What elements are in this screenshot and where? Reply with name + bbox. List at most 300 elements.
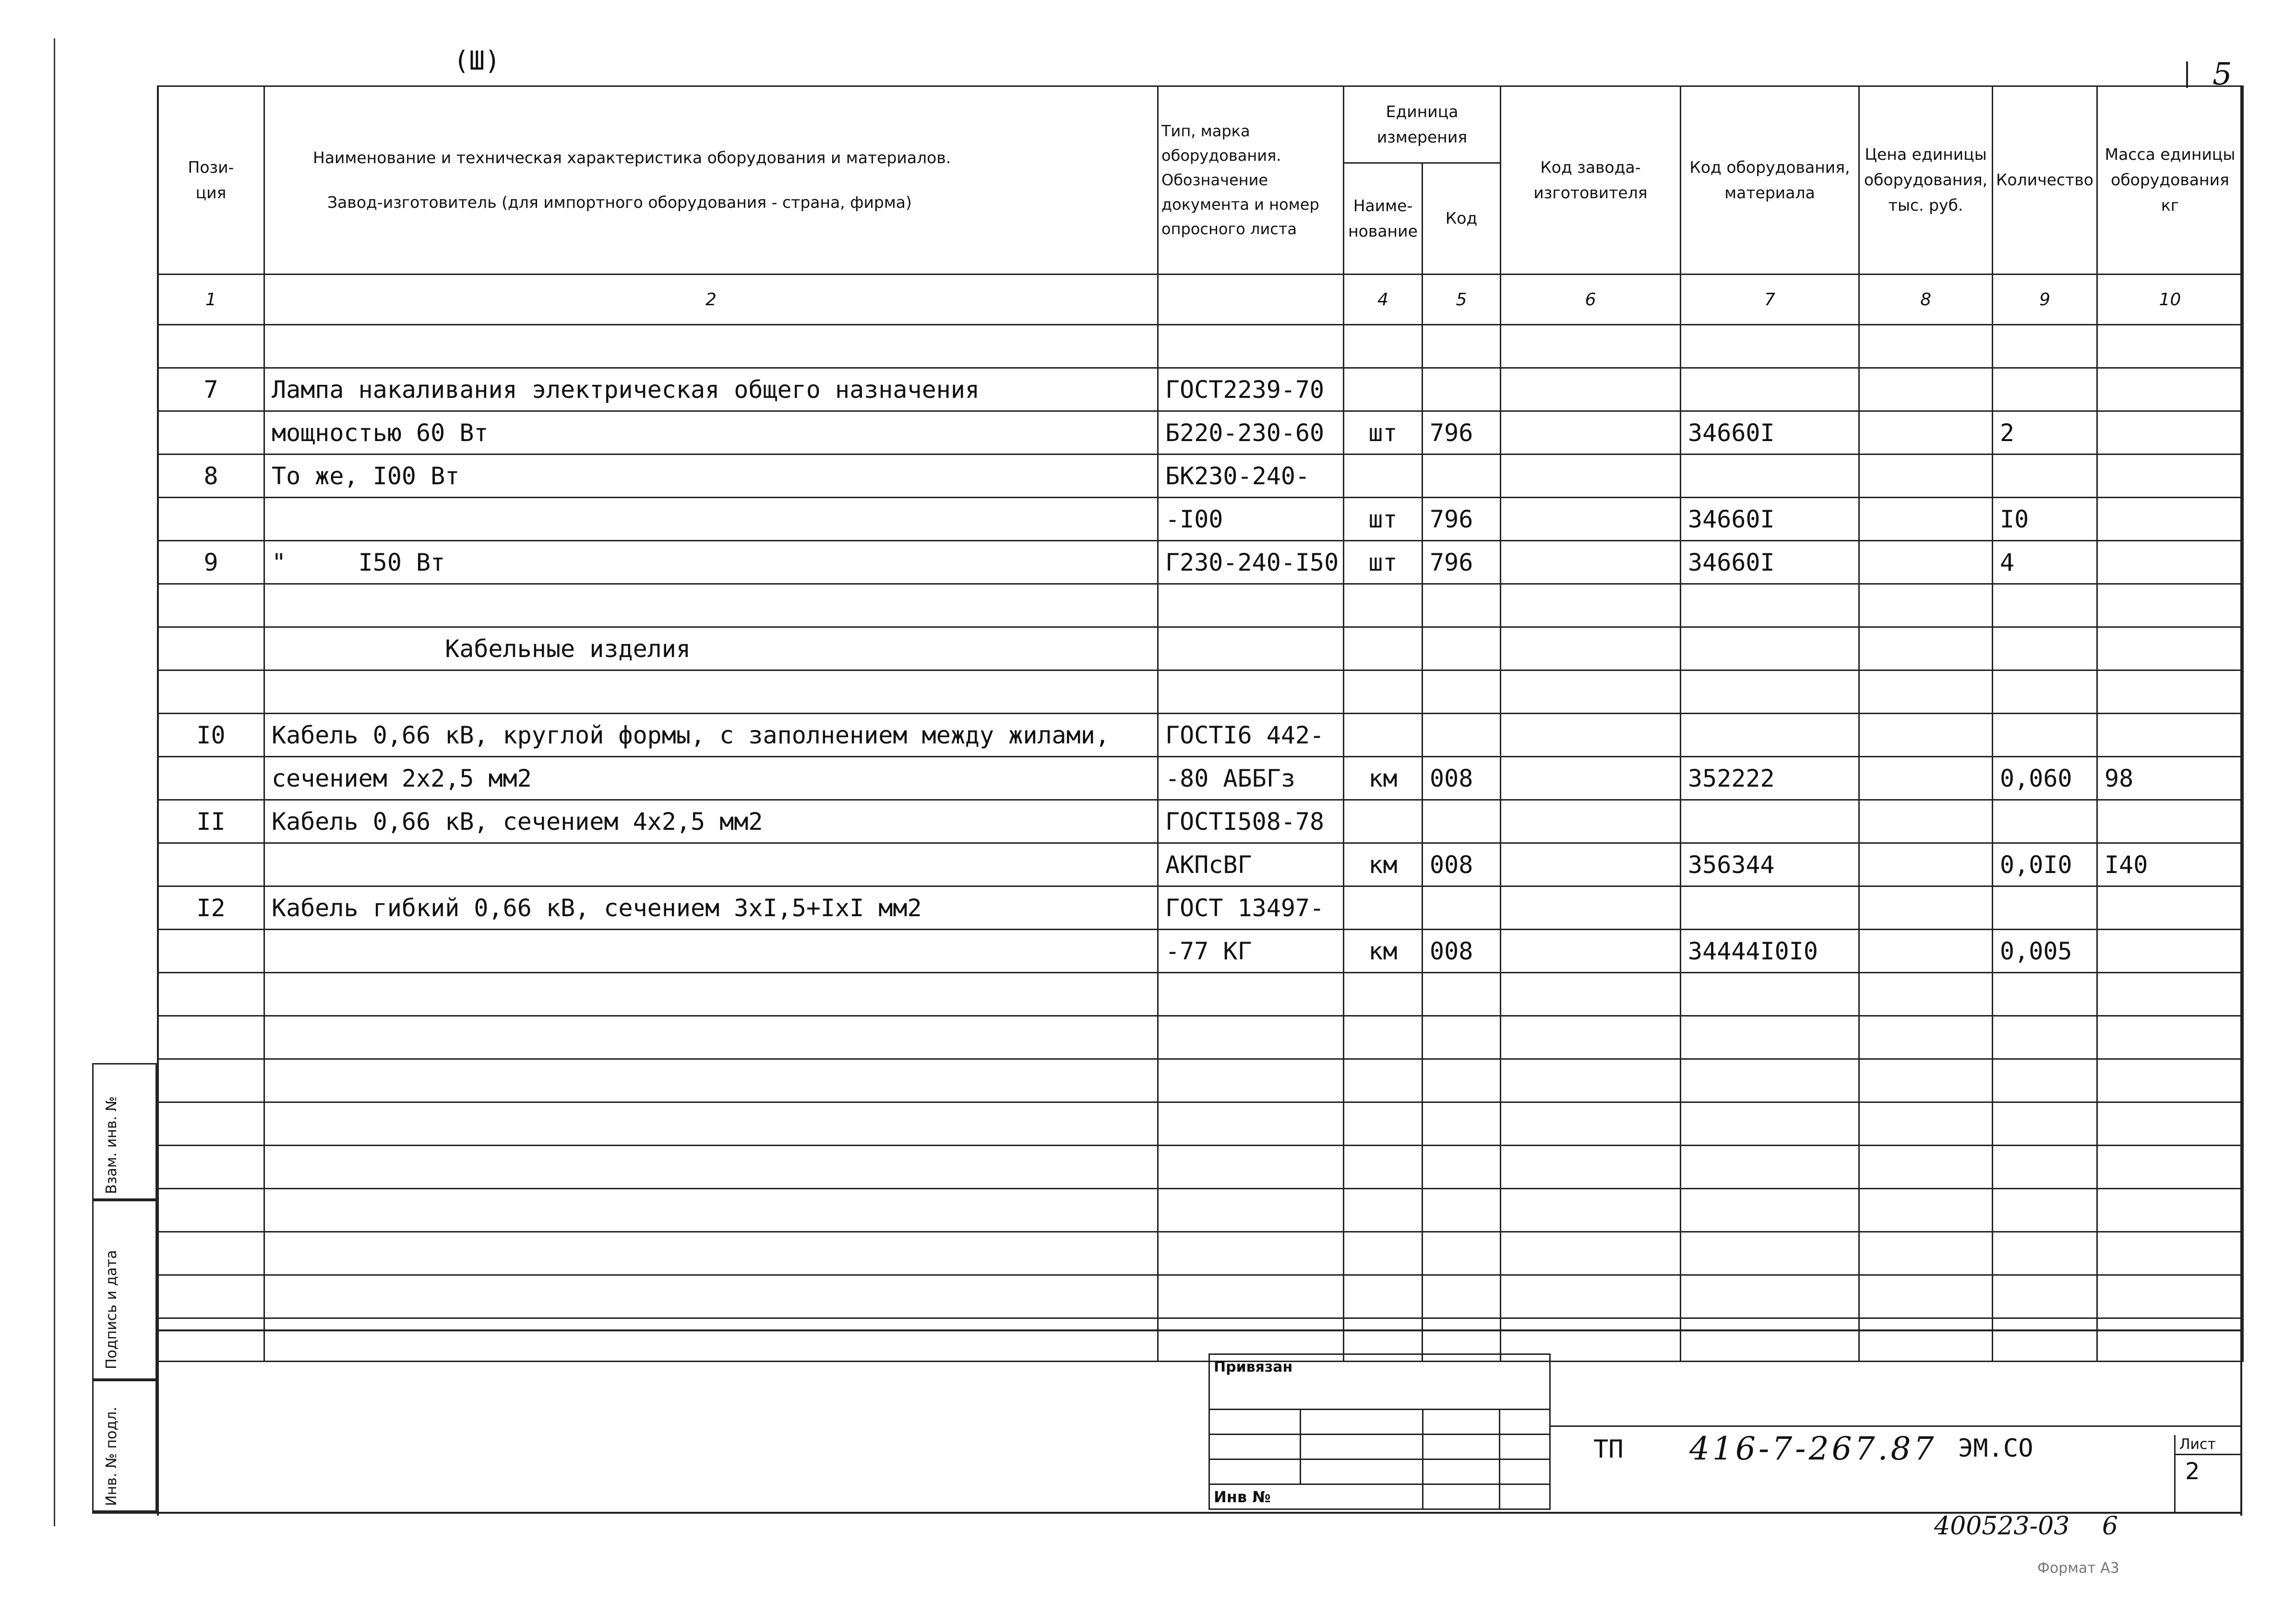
- cell-position: [158, 1016, 264, 1059]
- cell-equipment-code: [1681, 800, 1859, 843]
- cell-position: [158, 1189, 264, 1232]
- cell-name: [264, 973, 1158, 1016]
- cell-type: Б220-230-60: [1158, 411, 1344, 455]
- cell-unit: [1344, 670, 1423, 714]
- cell-price: [1859, 886, 1993, 930]
- cell-position: [158, 1318, 264, 1362]
- cell-unit-code: [1423, 627, 1501, 670]
- cell-quantity: [1993, 1102, 2097, 1146]
- cell-unit-code: 796: [1423, 411, 1501, 455]
- header-quantity: Количество: [1993, 86, 2097, 275]
- cell-equipment-code: [1681, 627, 1859, 670]
- cell-equipment-code: [1681, 1102, 1859, 1146]
- list-value: 2: [2185, 1458, 2200, 1485]
- cell-mass: [2097, 1146, 2243, 1189]
- table-row: [158, 800, 2243, 843]
- inventory-label: Инв №: [1209, 1484, 1423, 1509]
- cell-quantity: [1993, 1318, 2097, 1362]
- cell-unit: км: [1344, 843, 1423, 886]
- table-row: [158, 1059, 2243, 1102]
- cell-unit-code: [1423, 1232, 1501, 1275]
- cell-mass: [2097, 930, 2243, 973]
- table-row: [158, 670, 2243, 714]
- cell-mass: [2097, 1189, 2243, 1232]
- cell-unit-code: 008: [1423, 757, 1501, 800]
- cell-plant-code: [1501, 455, 1681, 498]
- cell-unit-code: [1423, 1275, 1501, 1318]
- sheet-mark: (Ш): [454, 46, 501, 76]
- cell-quantity: [1993, 973, 2097, 1016]
- cell-name: [264, 1146, 1158, 1189]
- cell-price: [1859, 498, 1993, 541]
- cell-quantity: 0,060: [1993, 757, 2097, 800]
- cell-quantity: [1993, 1275, 2097, 1318]
- cell-unit: [1344, 627, 1423, 670]
- cell-price: [1859, 1016, 1993, 1059]
- frame-base-line: [92, 1512, 2242, 1514]
- cell-type: -80 АББГз: [1158, 757, 1344, 800]
- cell-equipment-code: [1681, 584, 1859, 627]
- table-row: [158, 1146, 2243, 1189]
- cell-unit-code: [1423, 973, 1501, 1016]
- cell-plant-code: [1501, 973, 1681, 1016]
- cell-equipment-code: [1681, 455, 1859, 498]
- cell-position: [158, 973, 264, 1016]
- cell-price: [1859, 800, 1993, 843]
- cell-equipment-code: [1681, 1189, 1859, 1232]
- cell-unit-code: 796: [1423, 498, 1501, 541]
- cell-quantity: 4: [1993, 541, 2097, 584]
- cell-mass: [2097, 1318, 2243, 1362]
- header-unit-group: Единица измерения: [1344, 86, 1501, 163]
- cell-type: [1158, 1232, 1344, 1275]
- header-name-line2: Завод-изготовитель (для импортного оборудования - страна, фирма): [327, 192, 912, 212]
- cell-equipment-code: [1681, 1232, 1859, 1275]
- cell-unit: [1344, 973, 1423, 1016]
- cell-type: -77 КГ: [1158, 930, 1344, 973]
- cell-quantity: 2: [1993, 411, 2097, 455]
- cell-quantity: 0,0I0: [1993, 843, 2097, 886]
- cell-type: [1158, 325, 1344, 368]
- cell-price: [1859, 368, 1993, 411]
- cell-position: [158, 584, 264, 627]
- cell-mass: [2097, 325, 2243, 368]
- cell-type: [1158, 1275, 1344, 1318]
- cell-name: [264, 930, 1158, 973]
- cell-mass: 98: [2097, 757, 2243, 800]
- cell-price: [1859, 1275, 1993, 1318]
- cell-unit-code: [1423, 1146, 1501, 1189]
- cell-unit: [1344, 886, 1423, 930]
- cell-position: I0: [158, 714, 264, 757]
- cell-equipment-code: [1681, 670, 1859, 714]
- cell-mass: [2097, 800, 2243, 843]
- col-number-2: 2: [264, 275, 1158, 325]
- archive-page: 6: [2102, 1512, 2118, 1541]
- cell-position: [158, 843, 264, 886]
- cell-unit: [1344, 1059, 1423, 1102]
- cell-plant-code: [1501, 714, 1681, 757]
- col-number-3: [1158, 275, 1344, 325]
- cell-unit: шт: [1344, 541, 1423, 584]
- cell-name: сечением 2х2,5 мм2: [264, 757, 1158, 800]
- col-number-6: 6: [1501, 275, 1681, 325]
- cell-price: [1859, 1232, 1993, 1275]
- cell-price: [1859, 455, 1993, 498]
- specification-rows: [158, 325, 2243, 1362]
- cell-equipment-code: 34660I: [1681, 541, 1859, 584]
- cell-unit-code: [1423, 1059, 1501, 1102]
- cell-price: [1859, 843, 1993, 886]
- cell-unit-code: [1423, 325, 1501, 368]
- cell-quantity: [1993, 455, 2097, 498]
- cell-quantity: [1993, 1016, 2097, 1059]
- cell-price: [1859, 1318, 1993, 1362]
- cell-mass: I40: [2097, 843, 2243, 886]
- document-suffix: ЭМ.СО: [1958, 1434, 2033, 1463]
- cell-equipment-code: [1681, 714, 1859, 757]
- cell-quantity: [1993, 1146, 2097, 1189]
- cell-unit: шт: [1344, 498, 1423, 541]
- cell-unit-code: 008: [1423, 930, 1501, 973]
- col-number-10: 10: [2097, 275, 2243, 325]
- list-box: [2174, 1435, 2242, 1512]
- cell-name: [264, 1232, 1158, 1275]
- cell-mass: [2097, 498, 2243, 541]
- cell-unit-code: [1423, 1102, 1501, 1146]
- cell-unit: [1344, 714, 1423, 757]
- frame-bottom-line: [157, 1329, 2242, 1331]
- table-row: [158, 714, 2243, 757]
- cell-name: [264, 843, 1158, 886]
- table-row: [158, 1275, 2243, 1318]
- cell-mass: [2097, 1275, 2243, 1318]
- cell-mass: [2097, 973, 2243, 1016]
- cell-name: Кабель 0,66 кВ, круглой формы, с заполнением между жилами,: [264, 714, 1158, 757]
- cell-unit-code: [1423, 886, 1501, 930]
- cell-quantity: [1993, 670, 2097, 714]
- cell-unit-code: [1423, 1189, 1501, 1232]
- cell-plant-code: [1501, 1146, 1681, 1189]
- cell-equipment-code: [1681, 1016, 1859, 1059]
- cell-mass: [2097, 1016, 2243, 1059]
- cell-mass: [2097, 541, 2243, 584]
- frame-left-line: [157, 85, 159, 1516]
- cell-plant-code: [1501, 757, 1681, 800]
- header-name: [264, 86, 1158, 275]
- cell-equipment-code: [1681, 1146, 1859, 1189]
- table-row: [158, 1189, 2243, 1232]
- table-row: [158, 843, 2243, 886]
- cell-equipment-code: [1681, 1059, 1859, 1102]
- cell-equipment-code: [1681, 973, 1859, 1016]
- cell-type: ГОСТI508-78: [1158, 800, 1344, 843]
- cell-type: [1158, 973, 1344, 1016]
- cell-price: [1859, 757, 1993, 800]
- header-type: Тип, марка оборудования. Обозначение документа и номер опросного листа: [1158, 86, 1344, 275]
- cell-plant-code: [1501, 541, 1681, 584]
- table-row: [158, 886, 2243, 930]
- cell-equipment-code: [1681, 368, 1859, 411]
- cell-unit-code: [1423, 455, 1501, 498]
- cell-position: [158, 670, 264, 714]
- table-row: [158, 455, 2243, 498]
- cell-equipment-code: 356344: [1681, 843, 1859, 886]
- cell-equipment-code: [1681, 1318, 1859, 1362]
- cell-plant-code: [1501, 368, 1681, 411]
- cell-quantity: [1993, 714, 2097, 757]
- cell-mass: [2097, 714, 2243, 757]
- title-block-top-line: [1549, 1425, 2242, 1427]
- cell-quantity: [1993, 1232, 2097, 1275]
- cell-plant-code: [1501, 584, 1681, 627]
- cell-unit: км: [1344, 930, 1423, 973]
- archive-code: 400523-03: [1934, 1512, 2070, 1541]
- cell-unit-code: 796: [1423, 541, 1501, 584]
- table-row: [158, 973, 2243, 1016]
- cell-position: [158, 627, 264, 670]
- table-row: [158, 541, 2243, 584]
- cell-type: [1158, 1059, 1344, 1102]
- side-column-podpis: [92, 1200, 157, 1380]
- cell-mass: [2097, 1232, 2243, 1275]
- cell-price: [1859, 930, 1993, 973]
- cell-plant-code: [1501, 627, 1681, 670]
- cell-plant-code: [1501, 1059, 1681, 1102]
- cell-quantity: [1993, 627, 2097, 670]
- cell-quantity: I0: [1993, 498, 2097, 541]
- cell-unit: [1344, 1275, 1423, 1318]
- cell-unit-code: [1423, 714, 1501, 757]
- cell-equipment-code: 34660I: [1681, 411, 1859, 455]
- header-price: Цена единицы оборудования, тыс. руб.: [1859, 86, 1993, 275]
- cell-position: [158, 1146, 264, 1189]
- header-name-line1: Наименование и техническая характеристика оборудования и материалов.: [313, 148, 951, 167]
- cell-name: [264, 1016, 1158, 1059]
- cell-position: [158, 757, 264, 800]
- cell-name: " I50 Вт: [264, 541, 1158, 584]
- col-number-4: 4: [1344, 275, 1423, 325]
- cell-type: ГОСТI6 442-: [1158, 714, 1344, 757]
- cell-name: [264, 670, 1158, 714]
- cell-plant-code: [1501, 1275, 1681, 1318]
- cell-unit-code: [1423, 584, 1501, 627]
- cell-price: [1859, 411, 1993, 455]
- cell-price: [1859, 325, 1993, 368]
- cell-plant-code: [1501, 670, 1681, 714]
- cell-type: ГОСТ 13497-: [1158, 886, 1344, 930]
- cell-price: [1859, 1102, 1993, 1146]
- cell-price: [1859, 541, 1993, 584]
- cell-unit: [1344, 1232, 1423, 1275]
- frame-right-line: [2240, 85, 2242, 1516]
- cell-name: [264, 1189, 1158, 1232]
- cell-equipment-code: 352222: [1681, 757, 1859, 800]
- cell-name: [264, 1318, 1158, 1362]
- cell-plant-code: [1501, 930, 1681, 973]
- document-number: 416-7-267.87: [1689, 1430, 1937, 1467]
- cell-position: [158, 1102, 264, 1146]
- table-row: [158, 930, 2243, 973]
- cell-position: [158, 498, 264, 541]
- cell-equipment-code: 34660I: [1681, 498, 1859, 541]
- cell-position: [158, 411, 264, 455]
- cell-name: [264, 1275, 1158, 1318]
- header-unit-name: Наиме-нование: [1344, 163, 1423, 275]
- cell-type: АКПсВГ: [1158, 843, 1344, 886]
- cell-quantity: 0,005: [1993, 930, 2097, 973]
- cell-type: Г230-240-I50: [1158, 541, 1344, 584]
- cell-position: 7: [158, 368, 264, 411]
- cell-plant-code: [1501, 411, 1681, 455]
- cell-mass: [2097, 886, 2243, 930]
- cell-type: [1158, 627, 1344, 670]
- cell-type: [1158, 1146, 1344, 1189]
- header-mass: Масса единицы оборудования кг: [2097, 86, 2243, 275]
- cell-quantity: [1993, 1059, 2097, 1102]
- binding-label: Привязан: [1209, 1354, 1550, 1410]
- cell-equipment-code: [1681, 325, 1859, 368]
- cell-mass: [2097, 455, 2243, 498]
- col-number-1: 1: [158, 275, 264, 325]
- cell-name: мощностью 60 Вт: [264, 411, 1158, 455]
- cell-unit: [1344, 800, 1423, 843]
- table-row: [158, 411, 2243, 455]
- cell-price: [1859, 670, 1993, 714]
- cell-type: -I00: [1158, 498, 1344, 541]
- table-row: [158, 757, 2243, 800]
- cell-name: [264, 584, 1158, 627]
- cell-price: [1859, 1189, 1993, 1232]
- list-label: Лист: [2176, 1435, 2242, 1455]
- cell-price: [1859, 714, 1993, 757]
- table-row: [158, 368, 2243, 411]
- col-number-8: 8: [1859, 275, 1993, 325]
- side-label-vzam: Взам. инв. №: [103, 1096, 120, 1194]
- cell-price: [1859, 973, 1993, 1016]
- cell-name: Лампа накаливания электрическая общего назначения: [264, 368, 1158, 411]
- cell-mass: [2097, 411, 2243, 455]
- cell-plant-code: [1501, 1189, 1681, 1232]
- cell-mass: [2097, 1102, 2243, 1146]
- header-position: Пози- ция: [158, 86, 264, 275]
- cell-mass: [2097, 1059, 2243, 1102]
- left-margin-line: [54, 38, 55, 1526]
- cell-name: Кабельные изделия: [264, 627, 1158, 670]
- cell-name: [264, 1102, 1158, 1146]
- cell-type: [1158, 1189, 1344, 1232]
- cell-mass: [2097, 670, 2243, 714]
- cell-price: [1859, 627, 1993, 670]
- cell-unit: [1344, 1146, 1423, 1189]
- cell-position: I2: [158, 886, 264, 930]
- cell-plant-code: [1501, 325, 1681, 368]
- side-label-podpis: Подпись и дата: [103, 1250, 120, 1369]
- cell-unit-code: [1423, 368, 1501, 411]
- cell-position: [158, 930, 264, 973]
- table-row: [158, 325, 2243, 368]
- cell-name: То же, I00 Вт: [264, 455, 1158, 498]
- cell-unit: [1344, 584, 1423, 627]
- header-plant-code: Код завода-изготовителя: [1501, 86, 1681, 275]
- cell-unit: [1344, 1102, 1423, 1146]
- cell-quantity: [1993, 584, 2097, 627]
- specification-table: [157, 85, 2244, 1362]
- cell-mass: [2097, 584, 2243, 627]
- cell-plant-code: [1501, 1016, 1681, 1059]
- cell-unit-code: [1423, 1016, 1501, 1059]
- cell-price: [1859, 584, 1993, 627]
- cell-equipment-code: [1681, 1275, 1859, 1318]
- cell-price: [1859, 1059, 1993, 1102]
- corner-page-number: 5: [2212, 57, 2232, 92]
- cell-equipment-code: [1681, 886, 1859, 930]
- cell-plant-code: [1501, 800, 1681, 843]
- col-number-5: 5: [1423, 275, 1501, 325]
- cell-position: [158, 1232, 264, 1275]
- cell-name: Кабель 0,66 кВ, сечением 4х2,5 мм2: [264, 800, 1158, 843]
- table-row: [158, 584, 2243, 627]
- cell-position: [158, 325, 264, 368]
- cell-quantity: [1993, 1189, 2097, 1232]
- cell-plant-code: [1501, 1102, 1681, 1146]
- side-label-inv: Инв. № подл.: [103, 1407, 120, 1506]
- cell-quantity: [1993, 800, 2097, 843]
- cell-plant-code: [1501, 498, 1681, 541]
- col-number-9: 9: [1993, 275, 2097, 325]
- cell-name: Кабель гибкий 0,66 кВ, сечением 3хI,5+IхI мм2: [264, 886, 1158, 930]
- cell-type: ГОСТ2239-70: [1158, 368, 1344, 411]
- cell-position: [158, 1059, 264, 1102]
- cell-name: [264, 498, 1158, 541]
- cell-unit: [1344, 368, 1423, 411]
- side-column-inv: [92, 1380, 157, 1512]
- cell-quantity: [1993, 368, 2097, 411]
- table-row: [158, 1102, 2243, 1146]
- cell-plant-code: [1501, 1232, 1681, 1275]
- cell-position: 9: [158, 541, 264, 584]
- cell-name: [264, 1059, 1158, 1102]
- cell-unit: км: [1344, 757, 1423, 800]
- cell-quantity: [1993, 886, 2097, 930]
- cell-position: II: [158, 800, 264, 843]
- cell-name: [264, 325, 1158, 368]
- cell-unit-code: 008: [1423, 843, 1501, 886]
- cell-unit: шт: [1344, 411, 1423, 455]
- cell-unit: [1344, 325, 1423, 368]
- cell-equipment-code: 34444I0I0: [1681, 930, 1859, 973]
- cell-type: [1158, 584, 1344, 627]
- table-row: [158, 1232, 2243, 1275]
- cell-quantity: [1993, 325, 2097, 368]
- table-row: [158, 498, 2243, 541]
- format-label: Формат А3: [2037, 1560, 2119, 1577]
- cell-unit: [1344, 455, 1423, 498]
- col-number-7: 7: [1681, 275, 1859, 325]
- header-unit-code: Код: [1423, 163, 1501, 275]
- cell-position: 8: [158, 455, 264, 498]
- binding-stamp: [1208, 1353, 1551, 1510]
- cell-type: [1158, 670, 1344, 714]
- cell-position: [158, 1275, 264, 1318]
- cell-unit: [1344, 1189, 1423, 1232]
- cell-unit-code: [1423, 670, 1501, 714]
- table-row: [158, 1016, 2243, 1059]
- cell-type: БК230-240-: [1158, 455, 1344, 498]
- table-row: [158, 627, 2243, 670]
- cell-unit: [1344, 1016, 1423, 1059]
- cell-unit-code: [1423, 800, 1501, 843]
